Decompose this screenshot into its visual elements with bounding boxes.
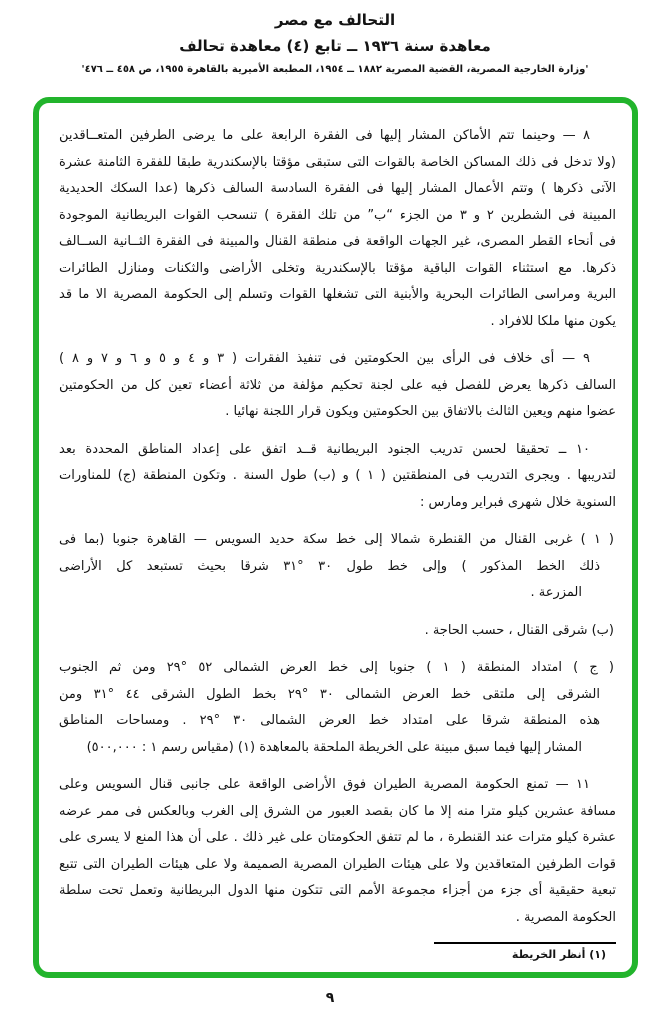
text-line: البرية ومراسى الطائرات البحرية والأبنية التى تشغلها القوات وتسلم إلى الحكومة المصرية الا ما قد (59, 287, 616, 302)
page-header (0, 10, 670, 77)
text-line: الحكومة المصرية . (515, 909, 616, 925)
footnote-text: (١) أنظر الخريطة (511, 948, 606, 961)
text-line: الآتى ذكرها ) وتتم الأعمال المشار إليها فى الفقرة السادسة السالف ذكرها (عدا السكك الحديدية (59, 181, 616, 196)
text-line: عضوا منهم ويعين الثالث بالاتفاق بين الحكومتين ويكون قرار اللجنة نهائيا . (225, 404, 616, 419)
text-line: المشار إليها فيما سبق مبينة على الخريطة الملحقة بالمعاهدة (١) (مقياس رسم ١ : ٥٠٠,٠٠٠) (86, 739, 582, 755)
paragraph (59, 527, 616, 607)
page-number: ٩ (325, 990, 335, 1006)
text-line: (ب) شرقى القنال ، حسب الحاجة . (424, 622, 614, 638)
text-line: (ولا تدخل فى ذلك المساكن الخاصة بالقوات التى ستبقى مؤقتا بالإسكندرية طبقا للفقرة الثامنة عشرة (59, 154, 616, 170)
text-line: فى أنحاء القطر المصرى، غير الجهات الواقعة فى منطقة القنال والمبينة فى الفقرة الثــانية الســالف (59, 234, 616, 249)
text-line: ١١ — تمنع الحكومة المصرية الطيران فوق الأراضى الواقعة على جانبى قنال السويس وعلى (59, 777, 590, 792)
text-line: لتدريبها . ويجرى التدريب فى المنطقتين ( ١ ) و (ب) طول السنة . وتكون المنطقة (ج) للمناورات (59, 468, 616, 483)
footnote-block (39, 942, 632, 964)
footnote-separator (434, 942, 616, 944)
paragraph (59, 772, 616, 931)
paragraph (59, 618, 616, 645)
text-line: تبعية حقيقية أى جزء من أجزاء مجموعة الأمم التى تتكون منها الدول البريطانية وتعمل تحت سلطة (59, 883, 616, 898)
text-line: ( ١ ) غربى القنال من القنطرة شمالا إلى خط سكة حديد السويس — القاهرة جنوبا (بما فى (59, 532, 614, 547)
text-line: ١٠ ــ تحقيقا لحسن تدريب الجنود البريطانية قــد اتفق على إعداد المناطق المحددة بعد (59, 441, 590, 457)
treaty-title: التحالف مع مصر (274, 11, 396, 29)
text-line: ذكرها. مع استثناء القوات الباقية مؤقتا بالإسكندرية وتخلى الأراضى والثكنات ومنازل الطائرات (59, 260, 616, 276)
paragraph (59, 655, 616, 761)
text-line: ( ج ) امتداد المنطقة ( ١ ) جنوبا إلى خط العرض الشمالى ٥٢ °٢٩ ومن ثم الجنوب (59, 660, 614, 675)
text-line: السالف ذكرها يعرض للفصل فيه على لجنة تحكيم مؤلفة من ثلاثة أعضاء تعين كل من الحكومتين (59, 377, 616, 393)
paragraph (59, 123, 616, 335)
text-line: المبينة فى الشطرين ٢ و ٣ من الجزء “ب” من تلك الفقرة ) تنسحب القوات البريطانية الموجودة (59, 207, 617, 223)
text-line: ٨ — وحينما تتم الأماكن المشار إليها فى الفقرة الرابعة على ما يرضى الطرفين المتعــاقدين (59, 128, 590, 143)
text-line: مسافة عشرين كيلو مترا منه إلا ما كان بقصد العبور من الشرق إلى الغرب وبالعكس فى ممر عرضه (59, 803, 616, 819)
text-line: قوات الطرفين المتعاقدين ولا على هيئات الطيران المصرية الصميمة ولا على هيئات الطيران التى تتبع (59, 856, 616, 872)
text-line: ذلك الخط المذكور ) وإلى خط طول ٣٠ °٣١ شرقا بحيث تستبعد كل الأراضى (59, 558, 600, 574)
treaty-subtitle: معاهدة سنة ١٩٣٦ ــ تابع (٤) معاهدة تحالف (179, 37, 491, 55)
treaty-text-panel (33, 97, 638, 978)
text-line: هذه المنطقة شرقا على امتداد خط العرض الشمالى ٣٠ °٢٩ . ومساحات المناطق (59, 713, 600, 728)
paragraph (59, 437, 616, 517)
treaty-paragraphs (39, 103, 632, 931)
text-line: الشرقى إلى ملتقى خط العرض الشمالى ٣٠ °٢٩ بخط الطول الشرقى ٤٤ °٣١ ومن (59, 686, 600, 702)
text-line: المزرعة . (530, 585, 582, 600)
text-line: السنوية خلال شهرى فبراير ومارس : (420, 494, 616, 510)
source-citation: 'وزارة الخارجية المصرية، القضية المصرية ١٨٨٢ ــ ١٩٥٤، المطبعة الأميرية بالقاهرة ١٩٥٥، ص ٤٥٨ ــ ٤٧٦' (81, 64, 589, 75)
paragraph (59, 346, 616, 426)
text-line: عشرة كيلو مترات عند القنطرة ، ما لم تتفق الحكومتان على غير ذلك . على أن هذا المنع لا يسرى على (59, 830, 616, 845)
text-line: يكون منها ملكا للافراد . (490, 313, 616, 329)
text-line: ٩ — أى خلاف فى الرأى بين الحكومتين فى تنفيذ الفقرات ( ٣ و ٤ و ٥ و ٦ و ٧ و ٨ ) (59, 351, 591, 366)
